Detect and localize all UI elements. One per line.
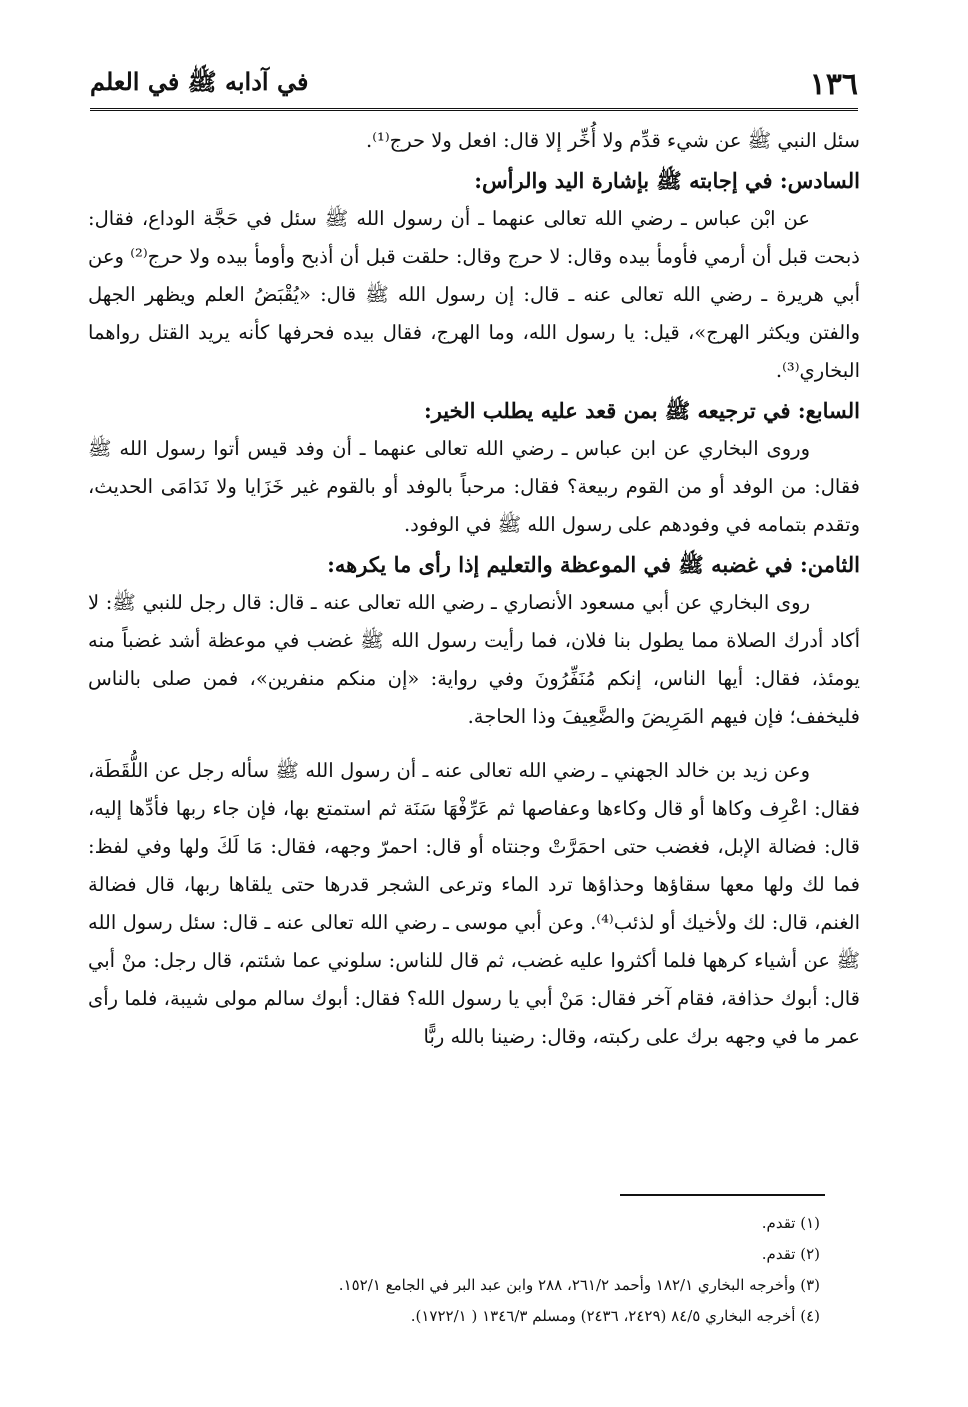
footnote: (٤) أخرجه البخاري ٨٤/٥ (٢٤٢٩، ٢٤٣٦) ومسلم ١٣٤٦/٣ ( ١٧٢٢/١). <box>410 1307 820 1325</box>
footnotes <box>240 1208 820 1332</box>
footnote: (٣) وأخرجه البخاري ١٨٢/١ وأحمد ٢٦١/٢، ٢٨٨ وابن عبد البر في الجامع ١٥٢/١. <box>338 1276 820 1294</box>
page-header <box>90 62 858 106</box>
footnote-divider <box>620 1194 825 1196</box>
section-heading-eighth: الثامن: في غضبه ﷺ في الموعظة والتعليم إذا رأى ما يكرهه: <box>327 552 860 577</box>
section-heading-sixth: السادس: في إجابته ﷺ بإشارة اليد والرأس: <box>474 168 860 193</box>
paragraph: عن ابْن عباس ـ رضي الله تعالى عنهما ـ أن رسول الله ﷺ سئل في حَجَّة الوداع، فقال: ذبحت قبل أن أرمي فأومأ بيده وقال: لا حرج وقال: حلقت قبل أن أذبح وأومأ بيده ولا حرج⁽²⁾ وعن أبي هريرة ـ رضي الله تعالى عنه ـ قال: إن رسول الله ﷺ قال: «يُقْبَضُ العلم ويظهر الجهل والفتن ويكثر الهرج»، قيل: يا رسول الله، وما الهرج، فقال بيده فحرفها كأنه يريد القتل رواهما البخاري⁽³⁾. <box>88 207 860 382</box>
paragraph: سئل النبي ﷺ عن شيء قدِّم ولا أُخِّر إلا قال: افعل ولا حرج⁽¹⁾. <box>366 129 860 152</box>
paragraph: روى البخاري عن أبي مسعود الأنصاري ـ رضي الله تعالى عنه ـ قال: قال رجل للنبي ﷺ: لا أكاد أدرك الصلاة مما يطول بنا فلان، فما رأيت رسول الله ﷺ غضب في موعظة أشد غضباً منه يومئذ، فقال: أيها الناس، إنكم مُنَفِّرُونَ وفي رواية: «إن منكم منفرين»، فمن صلى بالناس فليخفف؛ فإن فيهم المَرِيضَ والضَّعِيفَ وذا الحاجة. <box>88 591 860 728</box>
footnote: (٢) تقدم. <box>761 1245 820 1263</box>
header-divider <box>90 108 858 111</box>
main-text <box>88 122 860 1056</box>
running-title: في آدابه ﷺ في العلم <box>90 66 309 96</box>
page-number: ١٣٦ <box>809 66 858 102</box>
section-heading-seventh: السابع: في ترجيعه ﷺ بمن قعد عليه يطلب الخير: <box>423 398 860 423</box>
paragraph: وروى البخاري عن ابن عباس ـ رضي الله تعالى عنهما ـ أن وفد قيس أتوا رسول الله ﷺ فقال: من الوفد أو من القوم ربيعة؟ فقال: مرحباً بالوفد أو بالقوم غير خَزَايا ولا نَدَامَى الحديث، وتقدم بتمامه في وفودهم على رسول الله ﷺ في الوفود. <box>88 437 860 536</box>
paragraph: وعن زيد بن خالد الجهني ـ رضي الله تعالى عنه ـ أن رسول الله ﷺ سأله رجل عن اللُّقَطَة، فقال: اعْرِف وكاها أو قال وكاءها وعفاصها ثم عَرِّفْهَا سَنَة ثم استمتع بها، فإن جاء ربها فأدِّها إليه، قال: فضالة الإبل، فغضب حتى احمَرَّتْ وجنتاه أو قال: احمرّ وجهه، فقال: مَا لَكَ ولها وفي لفظ: فما لك ولها معها سقاؤها وحذاؤها ترد الماء وترعى الشجر قدرها حتى يلقاها ربها، قال فضالة الغنم، قال: لك ولأخيك أو لذئب⁽⁴⁾. وعن أبي موسى ـ رضي الله تعالى عنه ـ قال: سئل رسول الله ﷺ عن أشياء كرهها فلما أكثروا عليه غضب، ثم قال للناس: سلوني عما شئتم، قال رجل: منْ أبي قال: أبوك حذافة، فقام آخر فقال: مَنْ أبي يا رسول الله؟ فقال: أبوك سالم مولى شيبة، فلما رأى عمر ما في وجهه برك على ركبته، وقال: رضينا بالله ربًّا <box>88 759 860 1048</box>
footnote: (١) تقدم. <box>761 1214 820 1232</box>
